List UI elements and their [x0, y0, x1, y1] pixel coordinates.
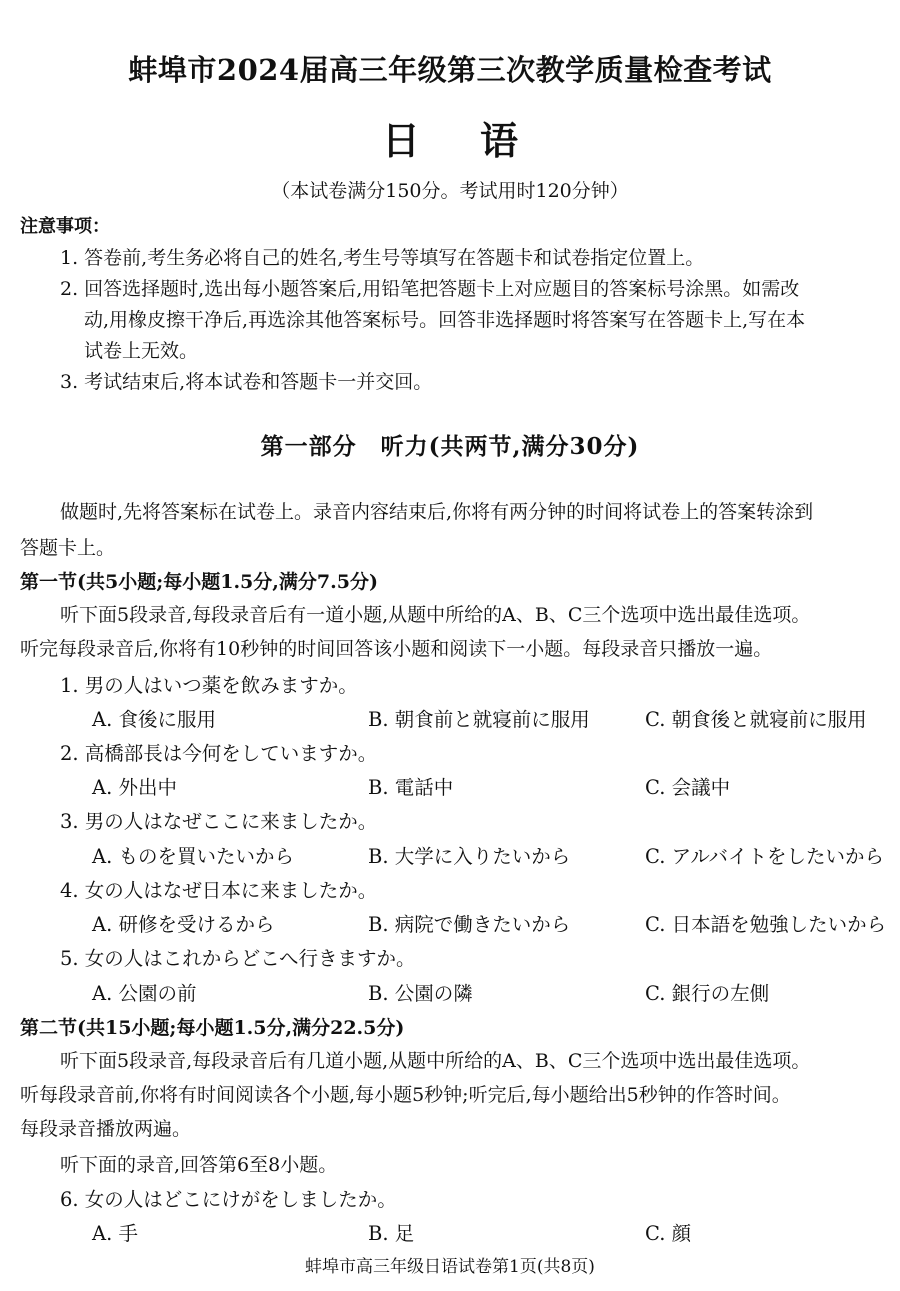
section2-instruction: 听每段录音前,你将有时间阅读各个小题,每小题5秒钟;听完后,每小题给出5秒钟的作答时间。 [20, 1084, 791, 1106]
option-a: A. 公園の前 [92, 982, 197, 1005]
question-stem: 5. 女の人はこれからどこへ行きますか。 [60, 947, 416, 970]
notice-title: 注意事项： [20, 216, 110, 237]
option-c: C. アルバイトをしたいから [645, 845, 884, 868]
option-b: B. 大学に入りたいから [368, 845, 571, 868]
notice-item-continued: 动,用橡皮擦干净后,再选涂其他答案标号。回答非选择题时将答案写在答题卡上,写在本 [84, 309, 806, 331]
option-a: A. 外出中 [92, 776, 177, 799]
part1-title: 第一部分 听力(共两节,满分30分) [260, 433, 640, 460]
section1-instruction: 听下面5段录音,每段录音后有一道小题,从题中所给的A、B、C三个选项中选出最佳选项。 [60, 604, 811, 626]
section1-instruction: 听完每段录音后,你将有10秒钟的时间回答该小题和阅读下一小题。每段录音只播放一遍。 [20, 638, 773, 660]
option-a: A. 食後に服用 [92, 708, 216, 731]
option-b: B. 足 [368, 1222, 415, 1245]
part1-intro: 答题卡上。 [20, 537, 116, 559]
question-stem: 6. 女の人はどこにけがをしましたか。 [60, 1188, 397, 1211]
section2-title: 第二节(共15小题;每小题1.5分,满分22.5分) [20, 1017, 405, 1039]
option-a: A. 手 [92, 1222, 138, 1245]
exam-title: 蚌埠市2024届高三年级第三次教学质量检查考试 [128, 53, 772, 87]
question-stem: 4. 女の人はなぜ日本に来ましたか。 [60, 879, 378, 902]
section1-title: 第一节(共5小题;每小题1.5分,满分7.5分) [20, 571, 378, 593]
notice-item: 1. 答卷前,考生务必将自己的姓名,考生号等填写在答题卡和试卷指定位置上。 [60, 247, 705, 269]
option-c: C. 銀行の左側 [645, 982, 770, 1005]
question-stem: 2. 高橋部長は今何をしていますか。 [60, 742, 378, 765]
question-stem: 1. 男の人はいつ薬を飲みますか。 [60, 674, 358, 697]
option-c: C. 会議中 [645, 776, 731, 799]
option-b: B. 公園の隣 [368, 982, 473, 1005]
option-b: B. 朝食前と就寝前に服用 [368, 708, 590, 731]
option-b: B. 電話中 [368, 776, 454, 799]
option-c: C. 日本語を勉強したいから [645, 913, 887, 936]
option-a: A. 研修を受けるから [92, 913, 275, 936]
page-footer: 蚌埠市高三年级日语试卷第1页(共8页) [305, 1257, 595, 1277]
score-note: （本试卷满分150分。考试用时120分钟） [271, 180, 629, 202]
section2-instruction: 每段录音播放两遍。 [20, 1118, 192, 1140]
section2-instruction: 听下面5段录音,每段录音后有几道小题,从题中所给的A、B、C三个选项中选出最佳选项。 [60, 1050, 811, 1072]
option-c: C. 顔 [645, 1222, 692, 1245]
option-b: B. 病院で働きたいから [368, 913, 571, 936]
notice-item: 3. 考试结束后,将本试卷和答题卡一并交回。 [60, 371, 433, 393]
group-note: 听下面的录音,回答第6至8小题。 [60, 1154, 338, 1176]
option-a: A. ものを買いたいから [92, 845, 294, 868]
option-c: C. 朝食後と就寝前に服用 [645, 708, 867, 731]
question-stem: 3. 男の人はなぜここに来ましたか。 [60, 810, 378, 833]
notice-item: 2. 回答选择题时,选出每小题答案后,用铅笔把答题卡上对应题目的答案标号涂黑。如需改 [60, 278, 800, 300]
part1-intro: 做题时,先将答案标在试卷上。录音内容结束后,你将有两分钟的时间将试卷上的答案转涂到 [60, 501, 814, 523]
subject-title: 日语 [381, 118, 578, 163]
notice-item-continued: 试卷上无效。 [84, 340, 199, 362]
